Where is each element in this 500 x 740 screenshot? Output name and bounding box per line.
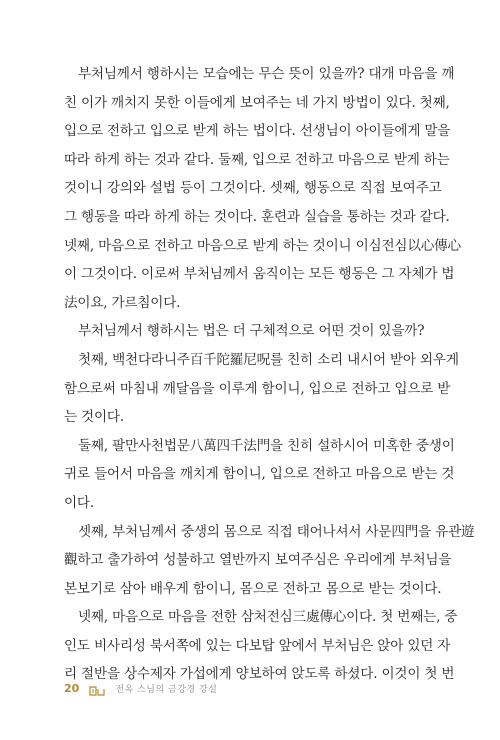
text-line: 친 이가 깨치지 못한 이들에게 보여주는 네 가지 방법이 있다. 첫째, bbox=[64, 94, 450, 111]
text-line: 것이니 강의와 설법 등이 그것이다. 셋째, 행동으로 직접 보여주고 bbox=[64, 180, 442, 197]
text-line: 따라 하게 하는 것과 같다. 둘째, 입으로 전하고 마음으로 받게 하는 bbox=[64, 151, 450, 168]
text-line: 부처님께서 행하시는 모습에는 무슨 뜻이 있을까? 대개 마음을 깨 bbox=[78, 66, 455, 82]
text-line: 귀로 들어서 마음을 깨치게 함이니, 입으로 전하고 마음으로 받는 것 bbox=[64, 466, 455, 483]
text-line: 부처님께서 행하시는 법은 더 구체적으로 어떤 것이 있을까? bbox=[78, 323, 425, 340]
text-line: 넷째, 마음으로 전하고 마음으로 받게 하는 것이니 이심전심以心傳心 bbox=[64, 237, 461, 254]
paragraph bbox=[64, 603, 458, 689]
text-line: 는 것이다. bbox=[64, 409, 124, 426]
text-line: 觀하고 출가하여 성불하고 열반까지 보여주심은 우리에게 부처님을 bbox=[64, 552, 452, 569]
paragraph bbox=[64, 317, 440, 346]
text-line: 리 절반을 상수제자 가섭에게 양보하여 앉도록 하셨다. 이것이 첫 번 bbox=[64, 666, 455, 683]
page-number: 20 bbox=[64, 681, 80, 695]
paragraph bbox=[64, 432, 455, 518]
book-logo-icon bbox=[89, 682, 105, 694]
text-line: 본보기로 삼아 배우게 함이니, 몸으로 전하고 몸으로 받는 것이다. bbox=[64, 580, 442, 597]
text-line: 첫째, 백천다라니주百千陀羅尼呪를 친히 소리 내시어 받아 외우게 bbox=[78, 351, 459, 368]
text-line: 그 행동을 따라 하게 하는 것이다. 훈련과 실습을 통하는 것과 같다. bbox=[64, 208, 450, 225]
text-line: 이 그것이다. 이로써 부처님께서 움직이는 모든 행동은 그 자체가 법 bbox=[64, 266, 455, 283]
book-title: 전옥 스님의 금강경 강설 bbox=[115, 684, 218, 695]
text-line: 셋째, 부처님께서 중생의 몸으로 직접 태어나셔서 사문四門을 유관遊 bbox=[78, 523, 475, 540]
text-line: 함으로써 마침내 깨달음을 이루게 함이니, 입으로 전하고 입으로 받 bbox=[64, 380, 451, 397]
body-text bbox=[64, 60, 475, 689]
text-line: 둘째, 팔만사천법문八萬四千法門을 친히 설하시어 미혹한 중생이 bbox=[78, 437, 455, 454]
page-footer bbox=[64, 680, 217, 696]
paragraph bbox=[64, 346, 459, 432]
paragraph bbox=[64, 518, 475, 604]
text-line: 이다. bbox=[64, 494, 94, 511]
text-line: 입으로 전하고 입으로 받게 하는 법이다. 선생님이 아이들에게 말을 bbox=[64, 123, 451, 140]
text-line: 法이요, 가르침이다. bbox=[64, 294, 181, 311]
paragraph bbox=[64, 60, 461, 317]
text-line: 인도 비사리성 북서쪽에 있는 다보탑 앞에서 부처님은 앉아 있던 자 bbox=[64, 637, 451, 654]
text-line: 넷째, 마음으로 마음을 전한 삼처전심三處傳心이다. 첫 번째는, 중 bbox=[78, 609, 458, 626]
